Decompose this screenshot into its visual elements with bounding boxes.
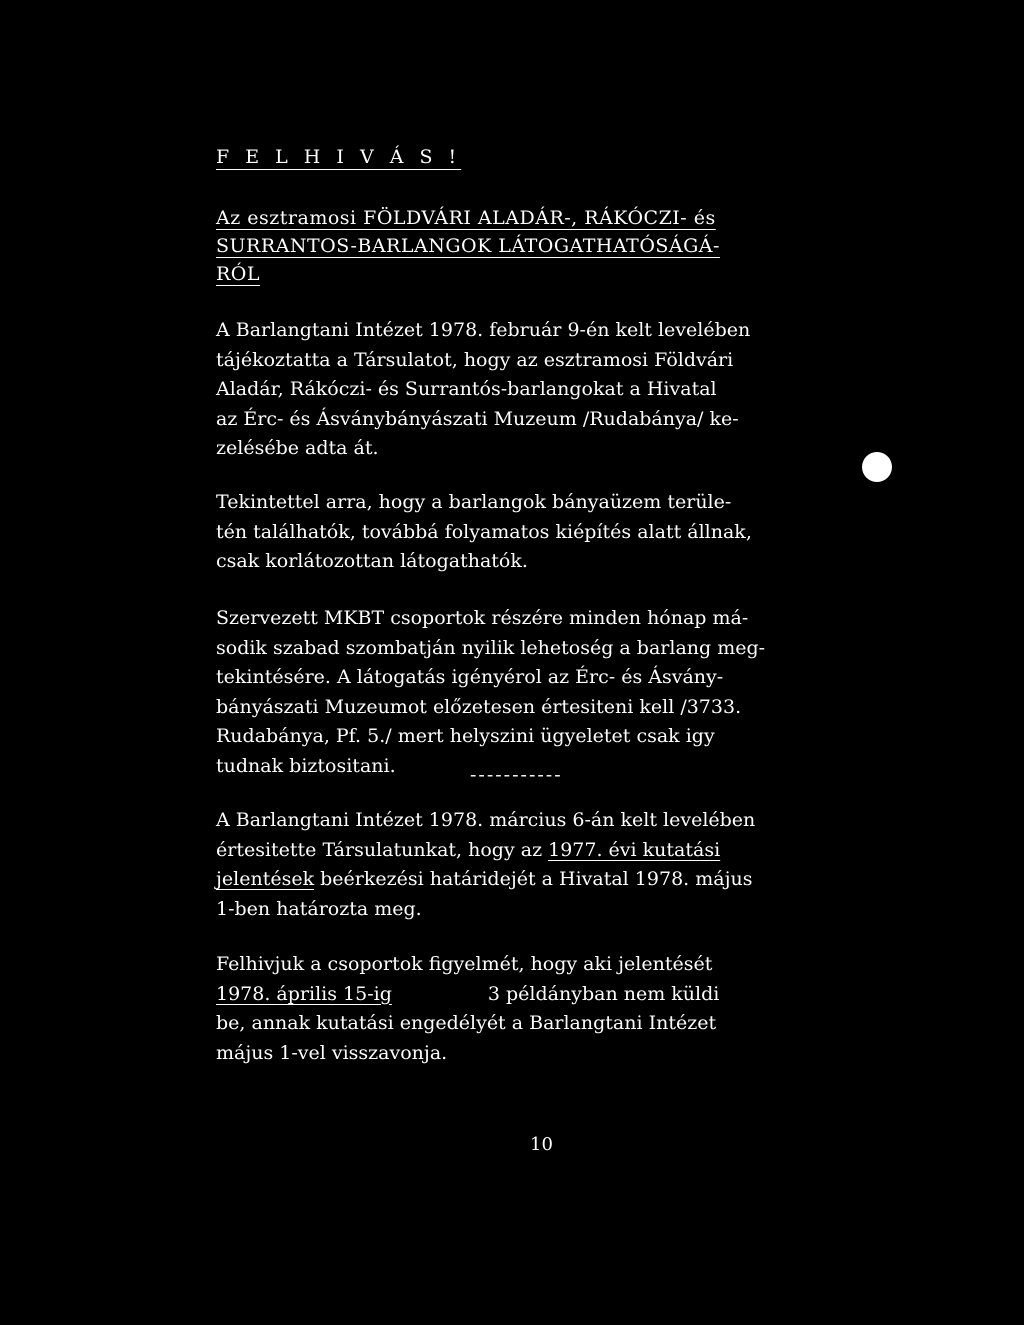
section-separator: ----------- bbox=[470, 764, 563, 786]
subtitle-line: Az esztramosi FÖLDVÁRI ALADÁR-, RÁKÓCZI- és bbox=[216, 207, 716, 229]
text-line: zelésébe adta át. bbox=[216, 437, 379, 459]
text-line: bányászati Muzeumot előzetesen értesiteni kell /3733. bbox=[216, 695, 742, 718]
underlined-text: jelentések bbox=[216, 868, 315, 890]
paragraph-announcement bbox=[216, 316, 846, 464]
text-line: csak korlátozottan látogathatók. bbox=[216, 550, 528, 572]
text-line: sodik szabad szombatján nyilik lehetoség a barlang meg- bbox=[216, 636, 766, 659]
text-segment: beérkezési határidejét a Hivatal 1978. május bbox=[314, 868, 753, 890]
text-line: tekintésére. A látogatás igényérol az Érc- és Ásvány- bbox=[216, 666, 724, 688]
text-line bbox=[216, 865, 846, 895]
text-line: Szervezett MKBT csoportok részére minden hónap má- bbox=[216, 607, 749, 629]
document-subtitle bbox=[216, 204, 836, 288]
subtitle-line: RÓL bbox=[216, 263, 260, 285]
text-line: az Érc- és Ásványbányászati Muzeum /Rudabánya/ ke- bbox=[216, 407, 739, 430]
paragraph-revocation-notice bbox=[216, 950, 846, 1068]
text-line: Felhivjuk a csoportok figyelmét, hogy aki jelentését bbox=[216, 953, 713, 975]
text-line: tudnak biztositani. bbox=[216, 754, 396, 777]
text-line: Rudabánya, Pf. 5./ mert helyszini ügyeletet csak igy bbox=[216, 725, 715, 747]
text-line: A Barlangtani Intézet 1978. március 6-án kelt levelében bbox=[216, 809, 756, 831]
text-line: 1-ben határozta meg. bbox=[216, 897, 422, 920]
text-line bbox=[216, 980, 846, 1010]
paragraph-restriction bbox=[216, 488, 846, 577]
text-line: A Barlangtani Intézet 1978. február 9-én kelt levelében bbox=[216, 319, 751, 341]
underlined-text: 1977. évi kutatási bbox=[548, 838, 721, 861]
text-line: tén találhatók, továbbá folyamatos kiépítés alatt állnak, bbox=[216, 520, 752, 543]
text-line: be, annak kutatási engedélyét a Barlangtani Intézet bbox=[216, 1012, 717, 1034]
text-line: Aladár, Rákóczi- és Surrantós-barlangokat a Hivatal bbox=[216, 378, 717, 400]
subtitle-line: SURRANTOS-BARLANGOK LÁTOGATHATÓSÁGÁ- bbox=[216, 235, 720, 257]
page-number: 10 bbox=[530, 1134, 553, 1155]
hole-punch-mark bbox=[862, 452, 892, 482]
text-line: Tekintettel arra, hogy a barlangok bányaüzem terüle- bbox=[216, 491, 732, 513]
text-segment: 3 példányban nem küldi bbox=[487, 982, 720, 1005]
underlined-text: 1978. április 15-ig bbox=[216, 982, 392, 1005]
text-line: tájékoztatta a Társulatot, hogy az esztramosi Földvári bbox=[216, 348, 734, 371]
paragraph-report-deadline bbox=[216, 806, 846, 924]
page-heading: F E L H I V Á S ! bbox=[216, 146, 462, 168]
text-line bbox=[216, 836, 846, 866]
text-line: május 1-vel visszavonja. bbox=[216, 1041, 448, 1064]
text-segment: értesitette Társulatunkat, hogy az bbox=[216, 838, 549, 861]
paragraph-visits bbox=[216, 604, 846, 781]
